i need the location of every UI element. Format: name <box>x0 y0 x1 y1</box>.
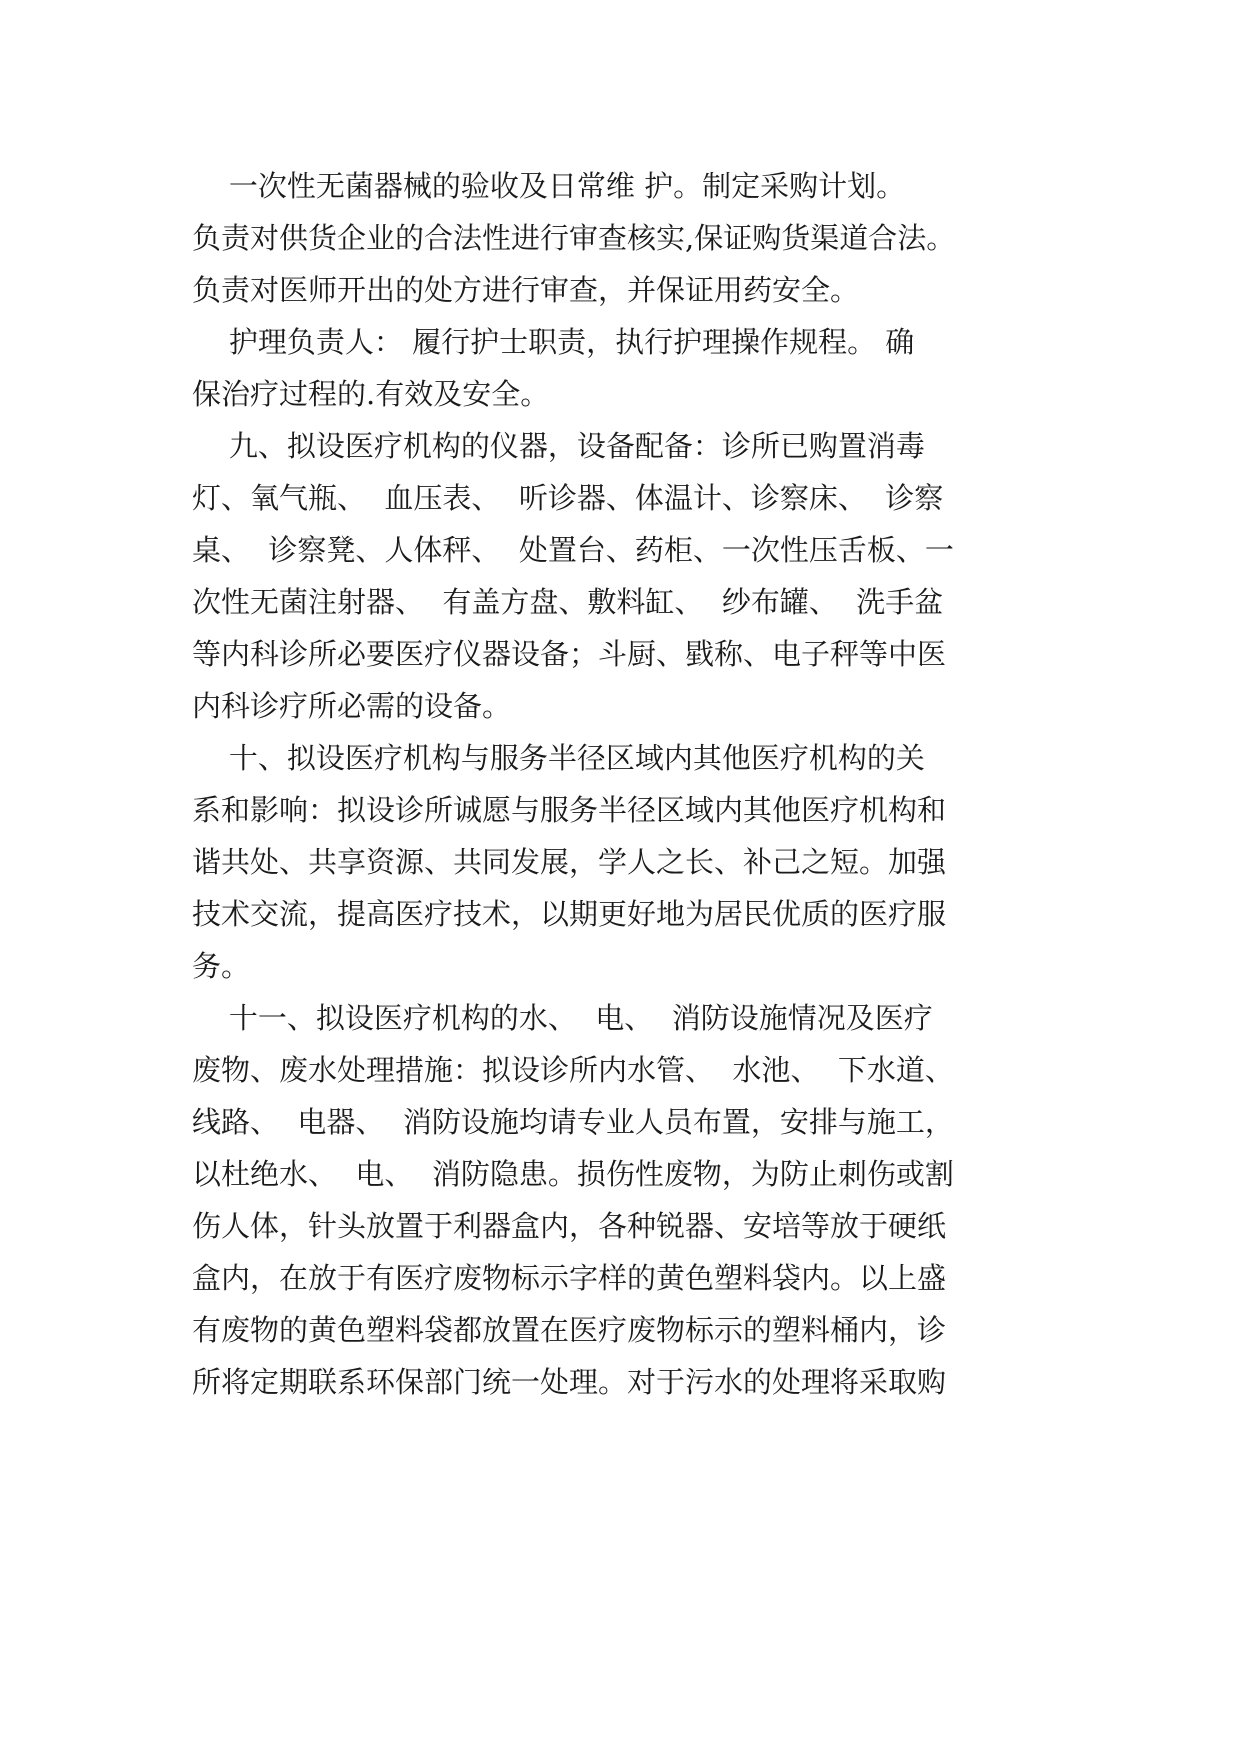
text-line: 灯、氧气瓶、 血压表、 听诊器、体温计、诊察床、 诊察 <box>192 481 944 515</box>
text-line: 护理负责人： 履行护士职责，执行护理操作规程。 确 <box>192 325 915 359</box>
text-line: 负责对供货企业的合法性进行审查核实,保证购货渠道合法。 <box>192 221 956 255</box>
text-line: 务。 <box>192 949 251 983</box>
text-line: 次性无菌注射器、 有盖方盘、敷料缸、 纱布罐、 洗手盆 <box>192 585 944 619</box>
body-text <box>192 160 1062 1408</box>
text-line: 伤人体，针头放置于利器盒内，各种锐器、安培等放于硬纸 <box>192 1209 947 1243</box>
text-line: 系和影响：拟设诊所诚愿与服务半径区域内其他医疗机构和 <box>192 793 947 827</box>
text-line: 所将定期联系环保部门统一处理。对于污水的处理将采取购 <box>192 1365 947 1399</box>
text-line: 十一、拟设医疗机构的水、 电、 消防设施情况及医疗 <box>192 1001 933 1035</box>
text-line: 等内科诊所必要医疗仪器设备；斗厨、戥称、电子秤等中医 <box>192 637 947 671</box>
text-line: 线路、 电器、 消防设施均请专业人员布置，安排与施工， <box>192 1105 954 1139</box>
text-line: 盒内，在放于有医疗废物标示字样的黄色塑料袋内。以上盛 <box>192 1261 947 1295</box>
text-line: 一次性无菌器械的验收及日常维 护。制定采购计划。 <box>192 169 906 203</box>
text-line: 以杜绝水、 电、 消防隐患。损伤性废物，为防止刺伤或割 <box>192 1157 954 1191</box>
text-line: 有废物的黄色塑料袋都放置在医疗废物标示的塑料桶内，诊 <box>192 1313 947 1347</box>
text-line: 内科诊疗所必需的设备。 <box>192 689 512 723</box>
text-line: 九、拟设医疗机构的仪器，设备配备：诊所已购置消毒 <box>192 429 925 463</box>
text-line: 保治疗过程的.有效及安全。 <box>192 377 550 411</box>
text-line: 谐共处、共享资源、共同发展，学人之长、补己之短。加强 <box>192 845 947 879</box>
text-line: 桌、 诊察凳、人体秤、 处置台、药柜、一次性压舌板、一 <box>192 533 954 567</box>
text-line: 十、拟设医疗机构与服务半径区域内其他医疗机构的关 <box>192 741 925 775</box>
text-line: 技术交流，提高医疗技术，以期更好地为居民优质的医疗服 <box>192 897 947 931</box>
text-line: 负责对医师开出的处方进行审查，并保证用药安全。 <box>192 273 860 307</box>
text-line: 废物、废水处理措施：拟设诊所内水管、 水池、 下水道、 <box>192 1053 954 1087</box>
